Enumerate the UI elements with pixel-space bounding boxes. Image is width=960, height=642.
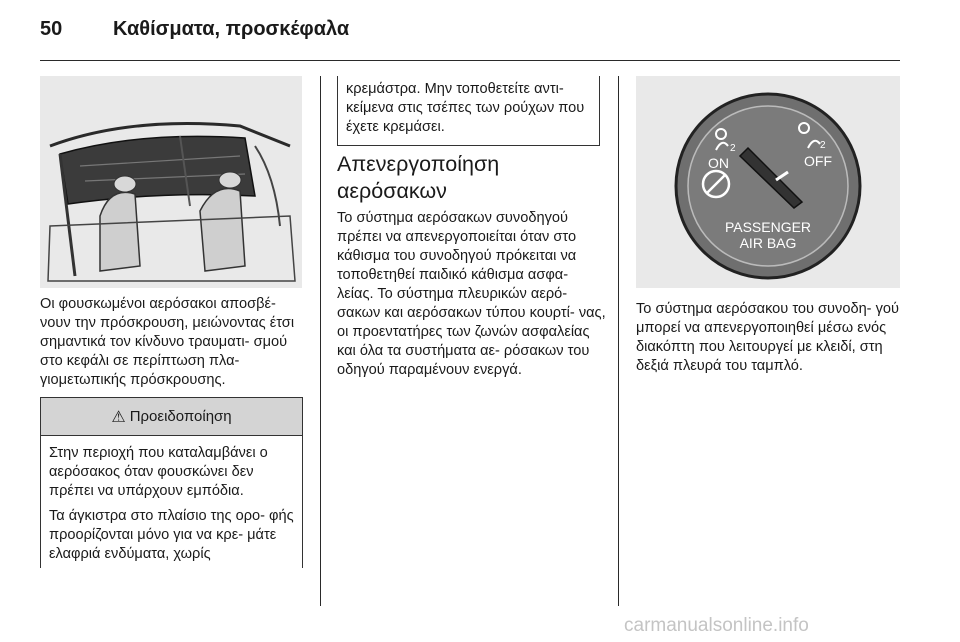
on-superscript: 2 <box>730 143 736 154</box>
deactivation-paragraph: Το σύστημα αερόσακων συνοδηγού πρέπει να απενεργοποιείται όταν στο κάθισμα του συνοδηγού πρόκειται να τοποθετηθεί παιδικό κάθισμα ασφα- λείας. Το σύστημα πλευρικών αερό- σακων και αερόσακων τύπου κουρτί- νας, οι προεντατήρες των ζωνών ασφαλείας και όλα τα συστήματα αε- ρόσακων του οδηγού παραμένουν ενεργά. <box>337 210 606 378</box>
switch-label-on: ON <box>708 155 729 171</box>
warning-continuation-box <box>337 76 600 146</box>
car-interior-illustration <box>40 76 302 288</box>
warning-paragraph-1: Στην περιοχή που καταλαμβάνει ο αερόσακος όταν φουσκώνει δεν πρέπει να υπάρχουν εμπόδια. <box>49 445 268 499</box>
switch-label-line-1: PASSENGER <box>724 219 812 235</box>
warning-box <box>40 397 303 568</box>
airbag-effect-paragraph: Οι φουσκωμένοι αερόσακοι αποσβέ- νουν την πρόσκρουση, μειώνοντας έτσι σημαντικά τον κίνδυνο τραυματι- σμού στο κεφάλι σε περίπτωση πλα- γιομετωπικής πρόσκρουσης. <box>40 296 295 388</box>
warning-continuation-text: κρεμάστρα. Μην τοποθετείτε αντι- κείμενα στις τσέπες των ρούχων που έχετε κρεμάσει. <box>346 81 585 135</box>
switch-label-line-2: AIR BAG <box>739 235 797 251</box>
switch-label-off: OFF <box>804 153 832 169</box>
page-number: 50 <box>40 18 63 40</box>
column-divider-right <box>618 76 619 606</box>
warning-header <box>41 398 302 436</box>
watermark: carmanualsonline.info <box>624 615 809 636</box>
header-rule <box>40 60 900 61</box>
airbag-switch-figure <box>636 76 900 288</box>
warning-paragraph-2: Τα άγκιστρα στο πλαίσιο της ορο- φής προορίζονται μόνο για να κρε- μάτε ελαφριά ενδύματα, χωρίς <box>49 508 294 562</box>
off-superscript: 2 <box>820 140 826 151</box>
warning-triangle-icon: ⚠ <box>111 408 126 426</box>
warning-body <box>41 436 302 564</box>
section-heading: Απενεργοποίηση αερόσακων <box>337 152 500 203</box>
switch-description-paragraph: Το σύστημα αερόσακου του συνοδη- γού μπορεί να απενεργοποιηθεί μέσω ενός διακόπτη που λειτουργεί με κλειδί, στη δεξιά πλευρά του ταμπλό. <box>636 301 899 374</box>
key-switch-illustration <box>636 76 900 288</box>
warning-title: Προειδοποίηση <box>129 408 232 425</box>
page-header <box>0 0 960 60</box>
column-divider-left <box>320 76 321 606</box>
page-title: Καθίσματα, προσκέφαλα <box>113 18 350 40</box>
curtain-airbag-figure <box>40 76 302 288</box>
